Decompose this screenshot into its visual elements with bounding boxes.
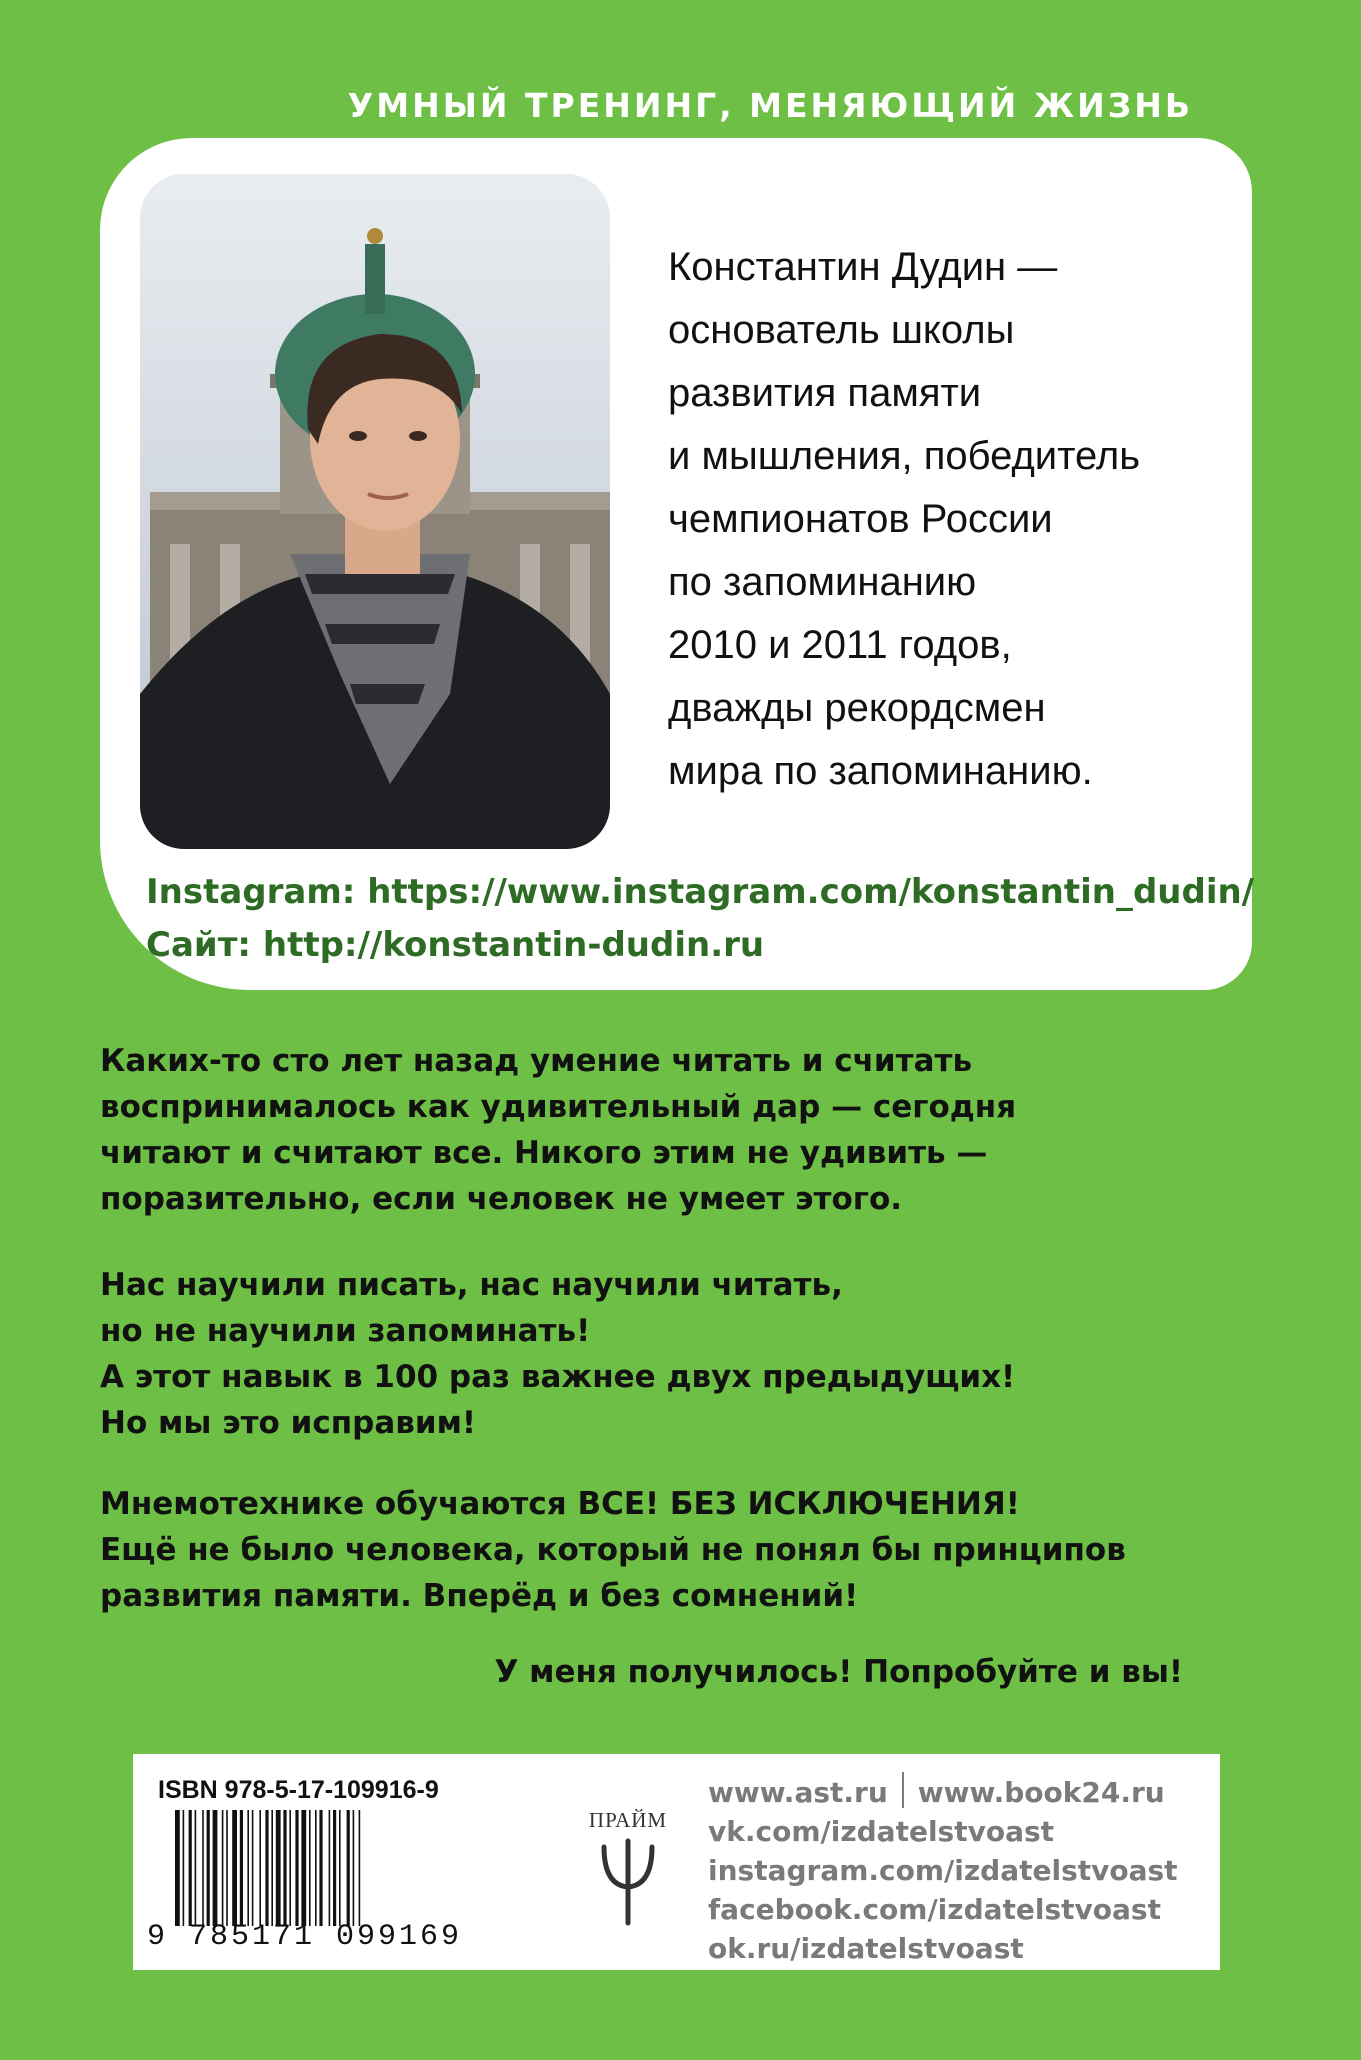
bio-line: Константин Дудин — — [668, 245, 1058, 289]
barcode-bar — [202, 1810, 204, 1926]
barcode-bar — [333, 1810, 336, 1926]
vk-link[interactable]: vk.com/izdatelstvoast — [708, 1815, 1055, 1848]
barcode-bar — [207, 1810, 210, 1926]
paragraph-line: Каких-то сто лет назад умение читать и считать — [100, 1043, 973, 1079]
paragraph-line: Нас научили писать, нас научили читать, — [100, 1267, 843, 1303]
paragraph-line: А этот навык в 100 раз важнее двух предыдущих! — [100, 1359, 1016, 1395]
bio-line: мира по запоминанию. — [668, 749, 1093, 793]
book24-link[interactable]: www.book24.ru — [917, 1776, 1165, 1809]
paragraph-line: Ещё не было человека, который не понял бы принципов — [100, 1532, 1126, 1568]
bio-line: дважды рекордсмен — [668, 686, 1046, 730]
barcode-bar — [271, 1810, 273, 1926]
bio-line: и мышления, победитель — [668, 434, 1141, 478]
facebook-link[interactable]: facebook.com/izdatelstvoast — [708, 1893, 1161, 1926]
paragraph-line: читают и считают все. Никого этим не удивить — — [100, 1135, 988, 1171]
publisher-contacts — [708, 1772, 1178, 1968]
barcode-bar — [315, 1810, 317, 1926]
barcode-bar — [213, 1810, 218, 1926]
bio-line: 2010 и 2011 годов, — [668, 623, 1012, 667]
barcode-bar — [226, 1810, 228, 1926]
paragraph-history — [100, 1038, 1200, 1222]
publisher-logo — [573, 1808, 683, 1948]
barcode-bar — [222, 1810, 224, 1926]
barcode-bar — [347, 1810, 350, 1926]
barcode-digits: 9 785171 099169 — [147, 1920, 463, 1954]
barcode-bar — [252, 1810, 254, 1926]
instagram-publisher-link[interactable]: instagram.com/izdatelstvoast — [708, 1854, 1178, 1887]
barcode-bar — [283, 1810, 286, 1926]
psi-logo-icon — [598, 1837, 658, 1927]
bio-line: основатель школы — [668, 308, 1015, 352]
author-bio — [668, 236, 1188, 803]
paragraph-line: Мнемотехнике обучаются ВСЕ! БЕЗ ИСКЛЮЧЕНИЯ! — [100, 1486, 1020, 1522]
ast-link[interactable]: www.ast.ru — [708, 1776, 888, 1809]
author-links — [146, 866, 1255, 972]
paragraph-line: развития памяти. Вперёд и без сомнений! — [100, 1578, 859, 1614]
paragraph-line: поразительно, если человек не умеет этого. — [100, 1181, 903, 1217]
barcode-bar — [183, 1810, 185, 1926]
barcode-bar — [289, 1810, 291, 1926]
barcode-bar — [339, 1810, 341, 1926]
barcode-bar — [175, 1810, 180, 1926]
publisher-logo-text: ПРАЙМ — [588, 1808, 668, 1832]
barcode-bar — [240, 1810, 243, 1926]
barcode-bar — [189, 1810, 192, 1926]
author-photo — [140, 174, 610, 849]
bio-line: развития памяти — [668, 371, 982, 415]
author-photo-illustration — [140, 174, 610, 849]
contacts-row — [708, 1772, 1178, 1812]
paragraph-mnemonics — [100, 1481, 1200, 1619]
barcode-bar — [259, 1810, 261, 1926]
instagram-link[interactable]: Instagram: https://www.instagram.com/konstantin_dudin/ — [146, 872, 1255, 912]
barcode-bar — [247, 1810, 249, 1926]
isbn-label: ISBN 978-5-17-109916-9 — [158, 1776, 439, 1804]
paragraph-line: но не научили запоминать! — [100, 1313, 591, 1349]
barcode-bar — [232, 1810, 237, 1926]
bio-line: чемпионатов России — [668, 497, 1053, 541]
barcode-bar — [309, 1810, 311, 1926]
publisher-footer — [133, 1754, 1220, 1970]
paragraph-memory — [100, 1262, 1200, 1446]
series-banner: УМНЫЙ ТРЕНИНГ, МЕНЯЮЩИЙ ЖИЗНЬ — [347, 86, 1193, 125]
barcode-bar — [319, 1810, 322, 1926]
paragraph-line: воспринималось как удивительный дар — сегодня — [100, 1089, 1017, 1125]
barcode-bar — [276, 1810, 281, 1926]
barcode-bar — [359, 1810, 361, 1926]
bio-line: по запоминанию — [668, 560, 977, 604]
website-link[interactable]: Сайт: http://konstantin-dudin.ru — [146, 925, 765, 965]
divider — [902, 1772, 904, 1808]
barcode-bar — [301, 1810, 306, 1926]
barcode-bar — [265, 1810, 268, 1926]
paragraph-line: Но мы это исправим! — [100, 1405, 477, 1441]
barcode-bar — [295, 1810, 298, 1926]
barcode-bar — [329, 1810, 331, 1926]
barcode — [175, 1810, 465, 1926]
ok-link[interactable]: ok.ru/izdatelstvoast — [708, 1932, 1024, 1965]
barcode-bar — [195, 1810, 197, 1926]
barcode-graphic — [175, 1810, 465, 1926]
barcode-bar — [353, 1810, 355, 1926]
closing-line: У меня получилось! Попробуйте и вы! — [494, 1654, 1183, 1690]
